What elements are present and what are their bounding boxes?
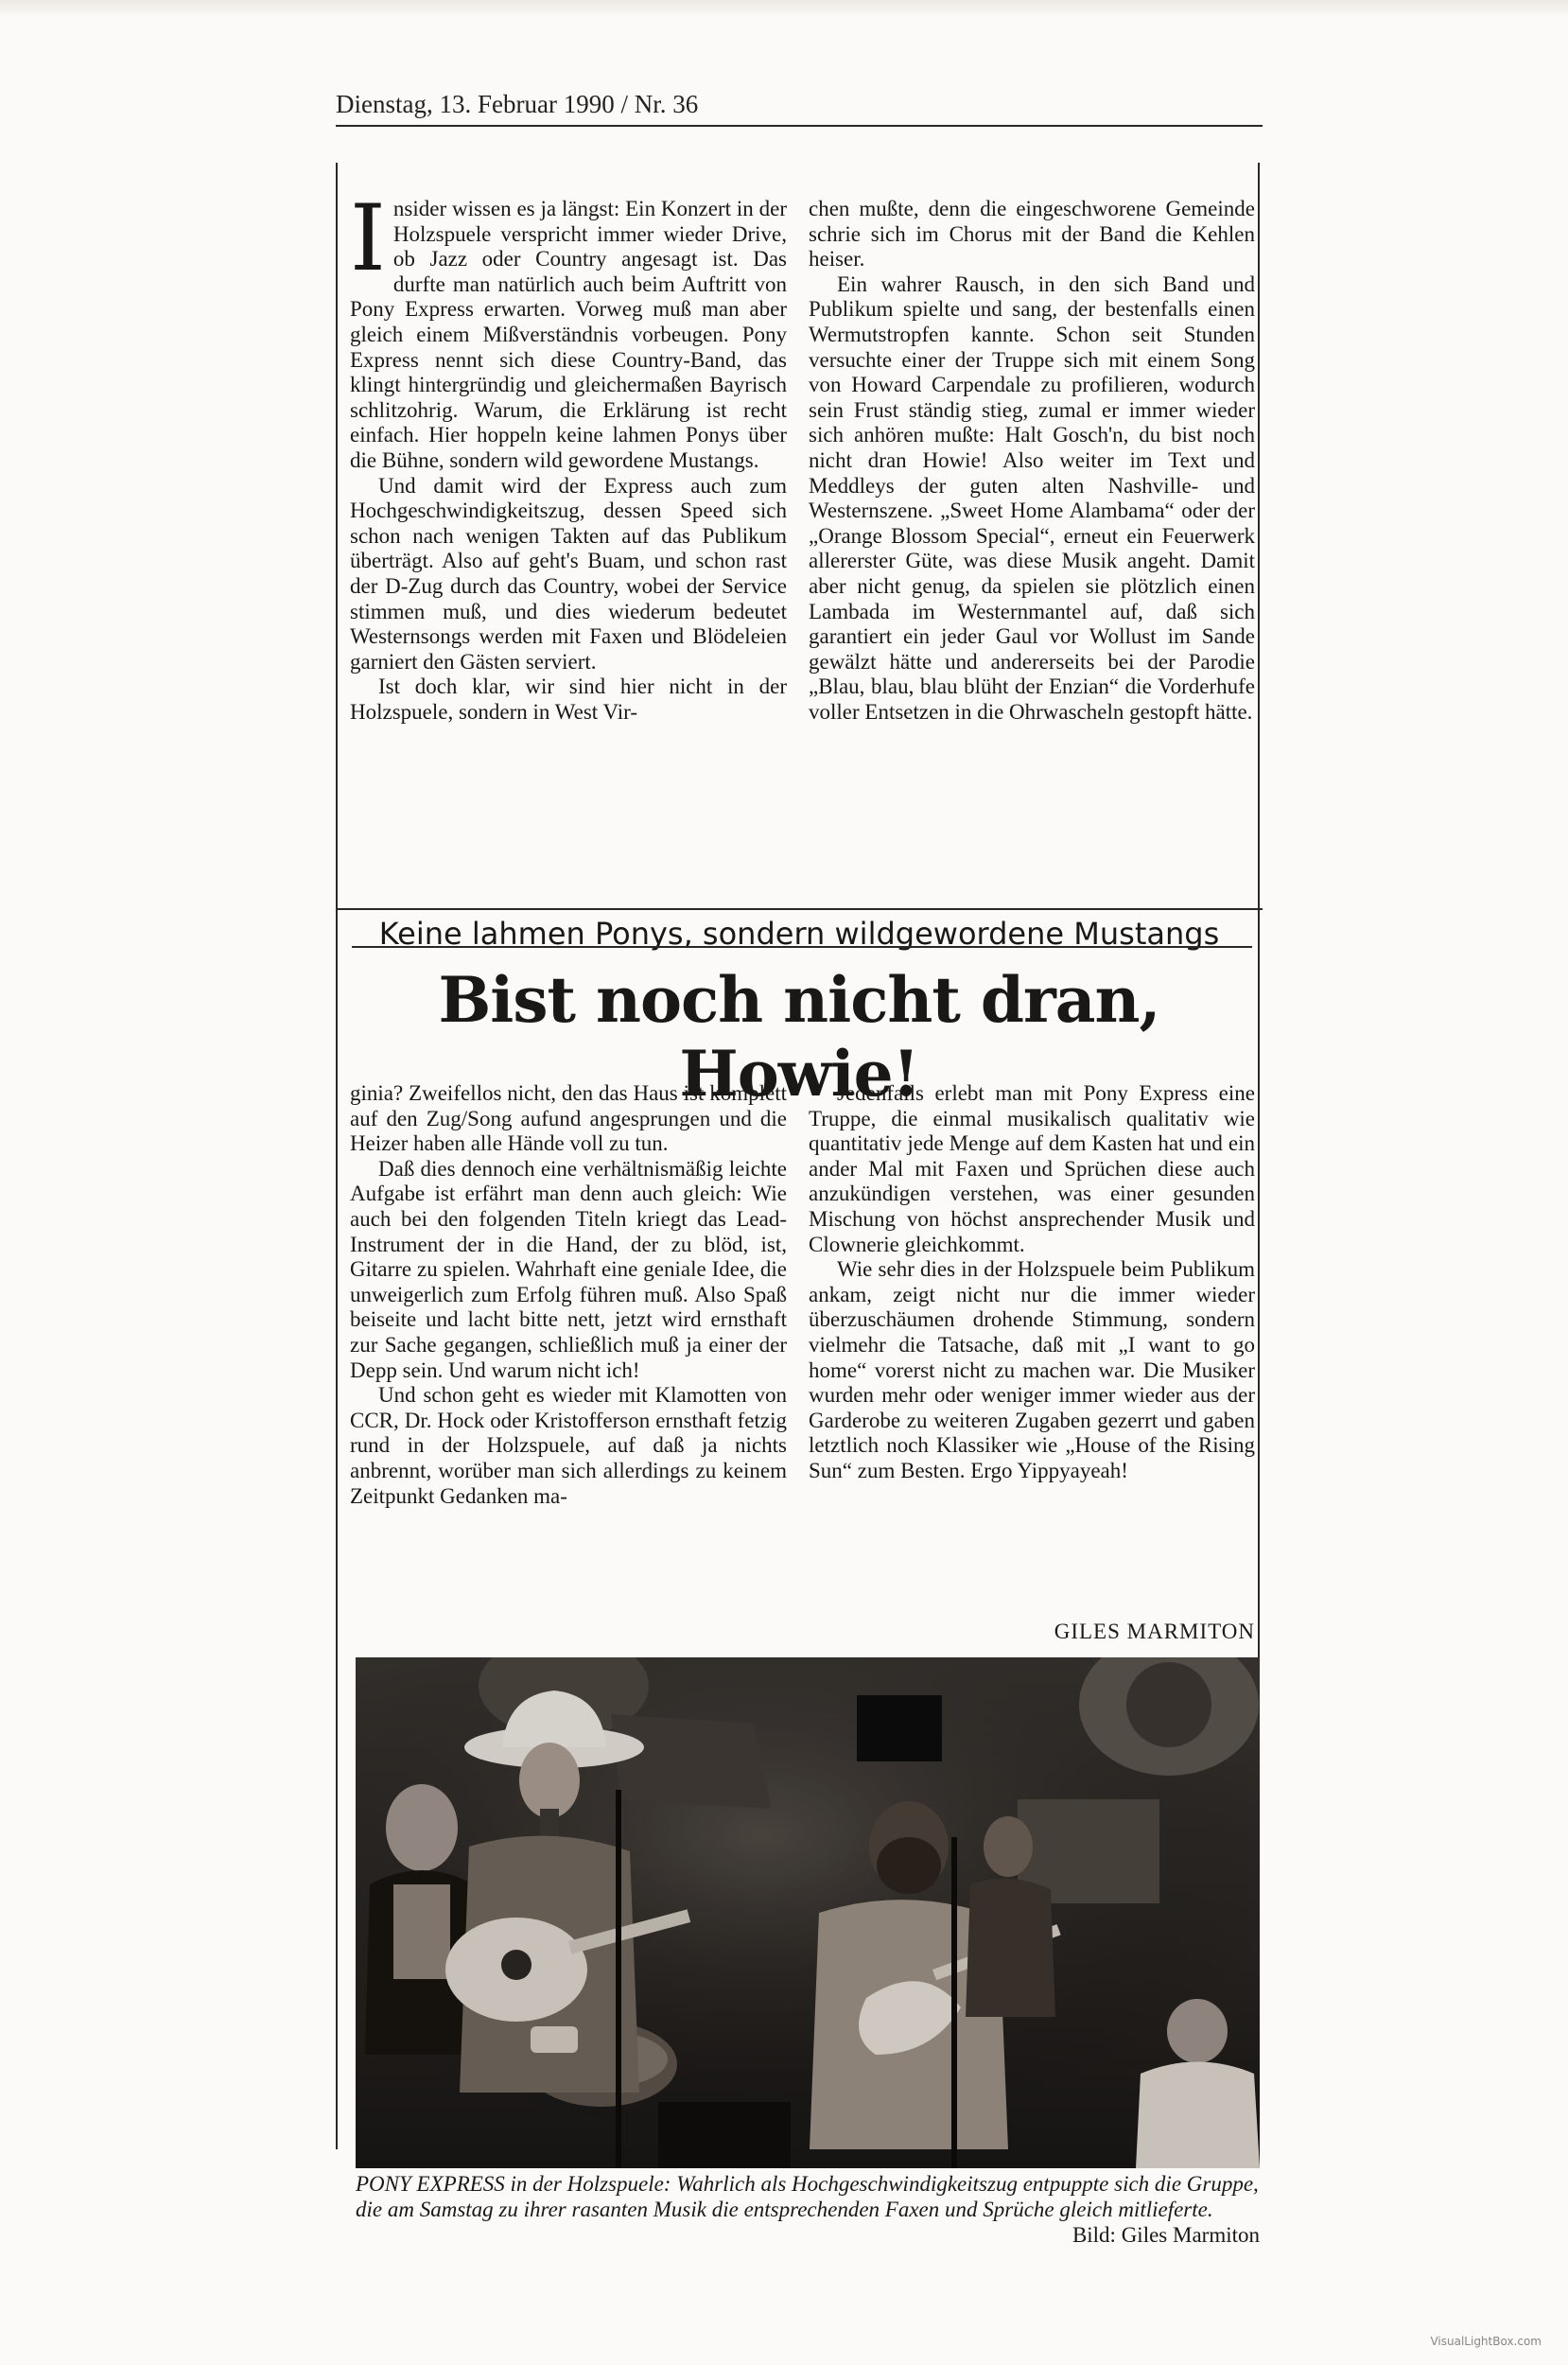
dropcap: I bbox=[350, 185, 386, 291]
kicker: Keine lahmen Ponys, sondern wildgewordene Mustangs bbox=[336, 908, 1263, 952]
photo-credit: Bild: Giles Marmiton bbox=[1071, 2223, 1260, 2247]
article-paragraph: Und damit wird der Express auch zum Hochgeschwindigkeitszug, dessen Speed sich schon nach wenigen Takten auf das Publikum überträgt. Also auf geht's Buam, und schon rast der D-Zug durch das Country, wobei der Service stimmen muß, und dies wiederum bedeutet Westernsongs werden mit Faxen und Blödeleien garniert den Gästen serviert. bbox=[350, 473, 787, 674]
article-paragraph: chen mußte, denn die eingeschworene Gemeinde schrie sich im Chorus mit der Band die Kehlen heiser. bbox=[809, 197, 1255, 272]
watermark: VisualLightBox.com bbox=[1430, 2335, 1542, 2348]
article-paragraph: Ist doch klar, wir sind hier nicht in der Holzspuele, sondern in West Vir- bbox=[350, 674, 787, 724]
band-photo-image bbox=[356, 1657, 1260, 2168]
paragraph-text: nsider wissen es ja längst: Ein Konzert in der Holzspuele verspricht immer wieder Drive, ob Jazz oder Country angesagt ist. Das durfte man natürlich auch beim Auftritt von Pony Express erwarten. Vorweg muß man aber gleich einem Mißverständnis vorbeugen. Pony Express nennt sich diese Country-Band, das klingt hintergründig und gleichermaßen Bayrisch schlitzohrig. Warum, die Erklärung ist recht einfach. Hier hoppeln keine lahmen Ponys über die Bühne, sondern wild gewordene Mustangs. bbox=[350, 197, 787, 472]
dateline: Dienstag, 13. Februar 1990 / Nr. 36 bbox=[336, 90, 1263, 127]
article-paragraph: Und schon geht es wieder mit Klamotten von CCR, Dr. Hock oder Kristofferson ernsthaft fetzig rund in der Holzspuele, auf daß ja nichts anbrennt, worüber man sich allerdings zu keinem Zeitpunkt Gedanken ma- bbox=[350, 1383, 787, 1508]
article-paragraph: Daß dies dennoch eine verhältnismäßig leichte Aufgabe ist erfährt man denn auch gleich: Wie auch bei den folgenden Titeln kriegt das Lead-Instrument der in die Hand, der zu blöd, ist, Gitarre zu spielen. Wahrhaft eine geniale Idee, die unweigerlich zum Erfolg führen muß. Also Spaß beiseite und lacht bitte nett, jetzt wird ernsthaft zur Sache gegangen, schließlich muß ja einer der Depp sein. Und warum nicht ich! bbox=[350, 1156, 787, 1382]
caption-text: PONY EXPRESS in der Holzspuele: Wahrlich als Hochgeschwindigkeitszug entpuppte sich die Gruppe, die am Samstag zu ihrer rasanten Musik die entsprechenden Faxen und Sprüche gleich mitlieferte. bbox=[356, 2172, 1259, 2221]
article-column-4 bbox=[809, 1081, 1255, 1484]
article-paragraph: ginia? Zweifellos nicht, den das Haus ist komplett auf den Zug/Song aufund angesprungen und die Heizer haben alle Hände voll zu tun. bbox=[350, 1081, 787, 1156]
article-paragraph: Wie sehr dies in der Holzspuele beim Publikum ankam, zeigt nicht nur die immer wieder überzuschäumen drohende Stimmung, sondern vielmehr die Tatsache, daß mit „I want to go home“ vorerst nicht zu machen war. Die Musiker wurden mehr oder weniger immer wieder aus der Garderobe zu weiteren Zugaben gezerrt und gaben letztlich noch Klassiker wie „House of the Rising Sun“ zum Besten. Ergo Yippyayeah! bbox=[809, 1257, 1255, 1482]
kicker-rule bbox=[352, 946, 1252, 948]
byline: GILES MARMITON bbox=[1054, 1620, 1255, 1643]
headline: Bist noch nicht dran, Howie! bbox=[438, 963, 1160, 1111]
article-paragraph: Jedenfalls erlebt man mit Pony Express eine Truppe, die einmal musikalisch qualitativ wie quantitativ jede Menge auf dem Kasten hat und ein ander Mal mit Faxen und Sprüchen diese auch anzukündigen verstehen, was einer gesunden Mischung von höchst ansprechender Musik und Clownerie gleichkommt. bbox=[809, 1081, 1255, 1256]
article-column-2 bbox=[809, 197, 1255, 725]
band-photo bbox=[356, 1657, 1260, 2168]
article-paragraph-lead bbox=[350, 185, 787, 474]
article-column-3 bbox=[350, 1081, 787, 1509]
scan-edge bbox=[0, 0, 1568, 17]
article-column-1 bbox=[350, 185, 787, 725]
article-paragraph: Ein wahrer Rausch, in den sich Band und Publikum spielte und sang, der bestenfalls einen Wermutstropfen kannte. Schon seit Stunden versuchte einer der Truppe sich mit einem Song von Howard Carpendale zu profilieren, wodurch sein Frust ständig stieg, zumal er immer wieder sich anhören mußte: Halt Gosch'n, du bist noch nicht dran Howie! Also weiter im Text und Meddleys der guten alten Nashville- und Westernszene. „Sweet Home Alambama“ oder der „Orange Blossom Special“, erneut ein Feuerwerk allererster Güte, was diese Musik angeht. Damit aber nicht genug, da spielen sie plötzlich einen Lambada im Westernmantel auf, daß sich garantiert ein jeder Gaul vor Wollust im Sande gewälzt hätte und andererseits bei der Parodie „Blau, blau, blau blüht der Enzian“ die Vorderhufe voller Entsetzen in die Ohrwascheln gestopft hätte. bbox=[809, 272, 1255, 724]
photo-caption bbox=[356, 2171, 1260, 2248]
